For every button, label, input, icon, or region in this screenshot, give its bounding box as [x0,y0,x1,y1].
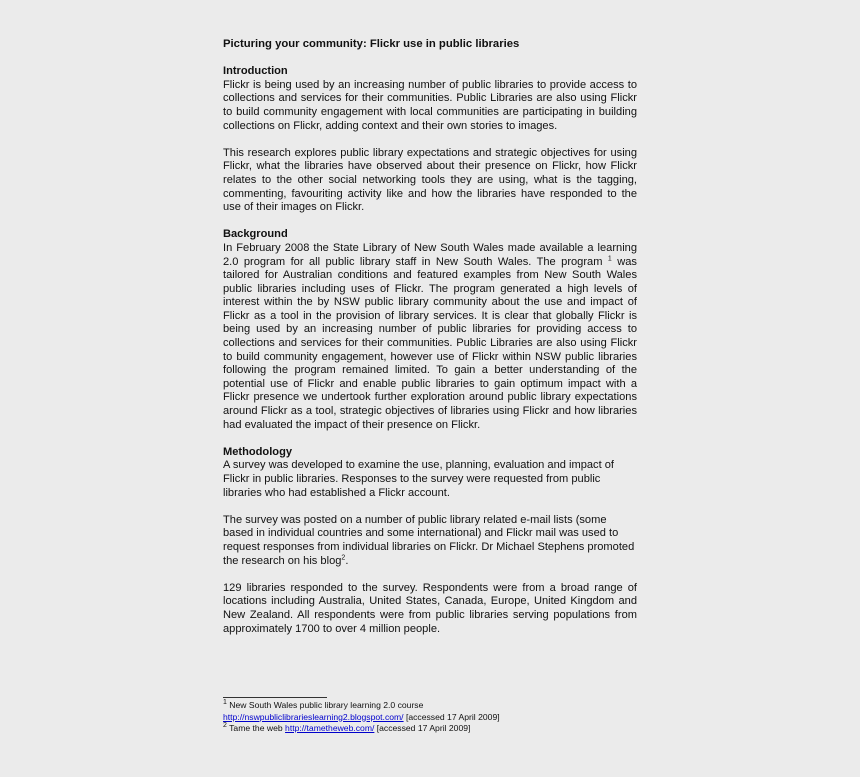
footnote-2-number: 2 [223,722,227,730]
methodology-paragraph-2 [223,514,637,568]
background-text-part-2: was tailored for Australian conditions and featured examples from New South Wales public libraries including uses of Flickr. The program generated a high levels of interest within the by NSW public library community about the use and impact of Flickr as a tool in the provision of library services. It is clear that globally Flickr is being used by an increasing number of public libraries for providing access to collections and services for their communities. Public Libraries are also using Flickr to build community engagement, however use of Flickr within NSW public libraries following the program remained limited. To gain a better understanding of the potential use of Flickr and enable public libraries to gain optimum impact with a Flickr presence we undertook further exploration around public library expectations around Flickr as a tool, strategic objectives of libraries using Flickr and how libraries had evaluated the impact of their presence on Flickr. [223,255,637,431]
introduction-heading: Introduction [223,65,288,78]
background-text-part-1: In February 2008 the State Library of New South Wales made available a learning 2.0 program for all public library staff in New South Wales. The program [223,241,637,268]
footnotes [223,697,637,735]
background-heading: Background [223,228,288,241]
footnote-1-number: 1 [223,699,227,707]
footnote-ref-1: 1 [607,254,612,262]
footnote-1 [223,700,637,712]
document-title: Picturing your community: Flickr use in public libraries [223,38,520,50]
background-paragraph-1 [223,242,637,432]
footnote-1-accessed: [accessed 17 April 2009] [405,711,500,722]
footnote-2-text: Tame the web [229,723,283,733]
methodology-heading: Methodology [223,445,293,458]
footnote-1-link[interactable]: http://nswpubliclibrarieslearning2.blogspot.com/ [223,711,404,722]
methodology-text-part-1: The survey was posted on a number of public library related e-mail lists (some based in individual countries and some international) and Flickr mail was used to request responses from individual libraries on Flickr. Dr Michael Stephens promoted the research on his blog [223,513,635,567]
footnote-2-accessed: [accessed 17 April 2009] [376,723,471,733]
document-body [223,38,637,650]
methodology-paragraph-1: A survey was developed to examine the use, planning, evaluation and impact of Flickr in public libraries. Responses to the survey were requested from public libraries who had established a Flickr account. [223,459,614,499]
footnote-2-link[interactable]: http://tametheweb.com/ [285,723,375,733]
footnote-ref-2: 2 [341,553,346,561]
footnote-1-text: New South Wales public library learning 2.0 course [229,700,424,710]
methodology-paragraph-3: 129 libraries responded to the survey. Respondents were from a broad range of locations including Australia, United States, Canada, Europe, United Kingdom and New Zealand. All respondents were from public libraries serving populations from approximately 1700 to over 4 million people. [223,581,637,635]
introduction-paragraph-1: Flickr is being used by an increasing number of public libraries to provide access to collections and services for their communities. Public Libraries are also using Flickr to build community engagement with local communities are participating in building collections on Flickr, adding context and their own stories to images. [223,78,637,132]
methodology-text-part-2: . [345,554,349,567]
footnote-1-link-line [223,712,637,724]
footnote-divider [223,697,327,698]
introduction-paragraph-2: This research explores public library expectations and strategic objectives for using Flickr, what the libraries have observed about their presence on Flickr, how Flickr relates to the other social networking tools they are using, what is the tagging, commenting, favouriting activity like and how the libraries have responded to the use of their images on Flickr. [223,146,637,214]
footnote-2 [223,723,637,735]
